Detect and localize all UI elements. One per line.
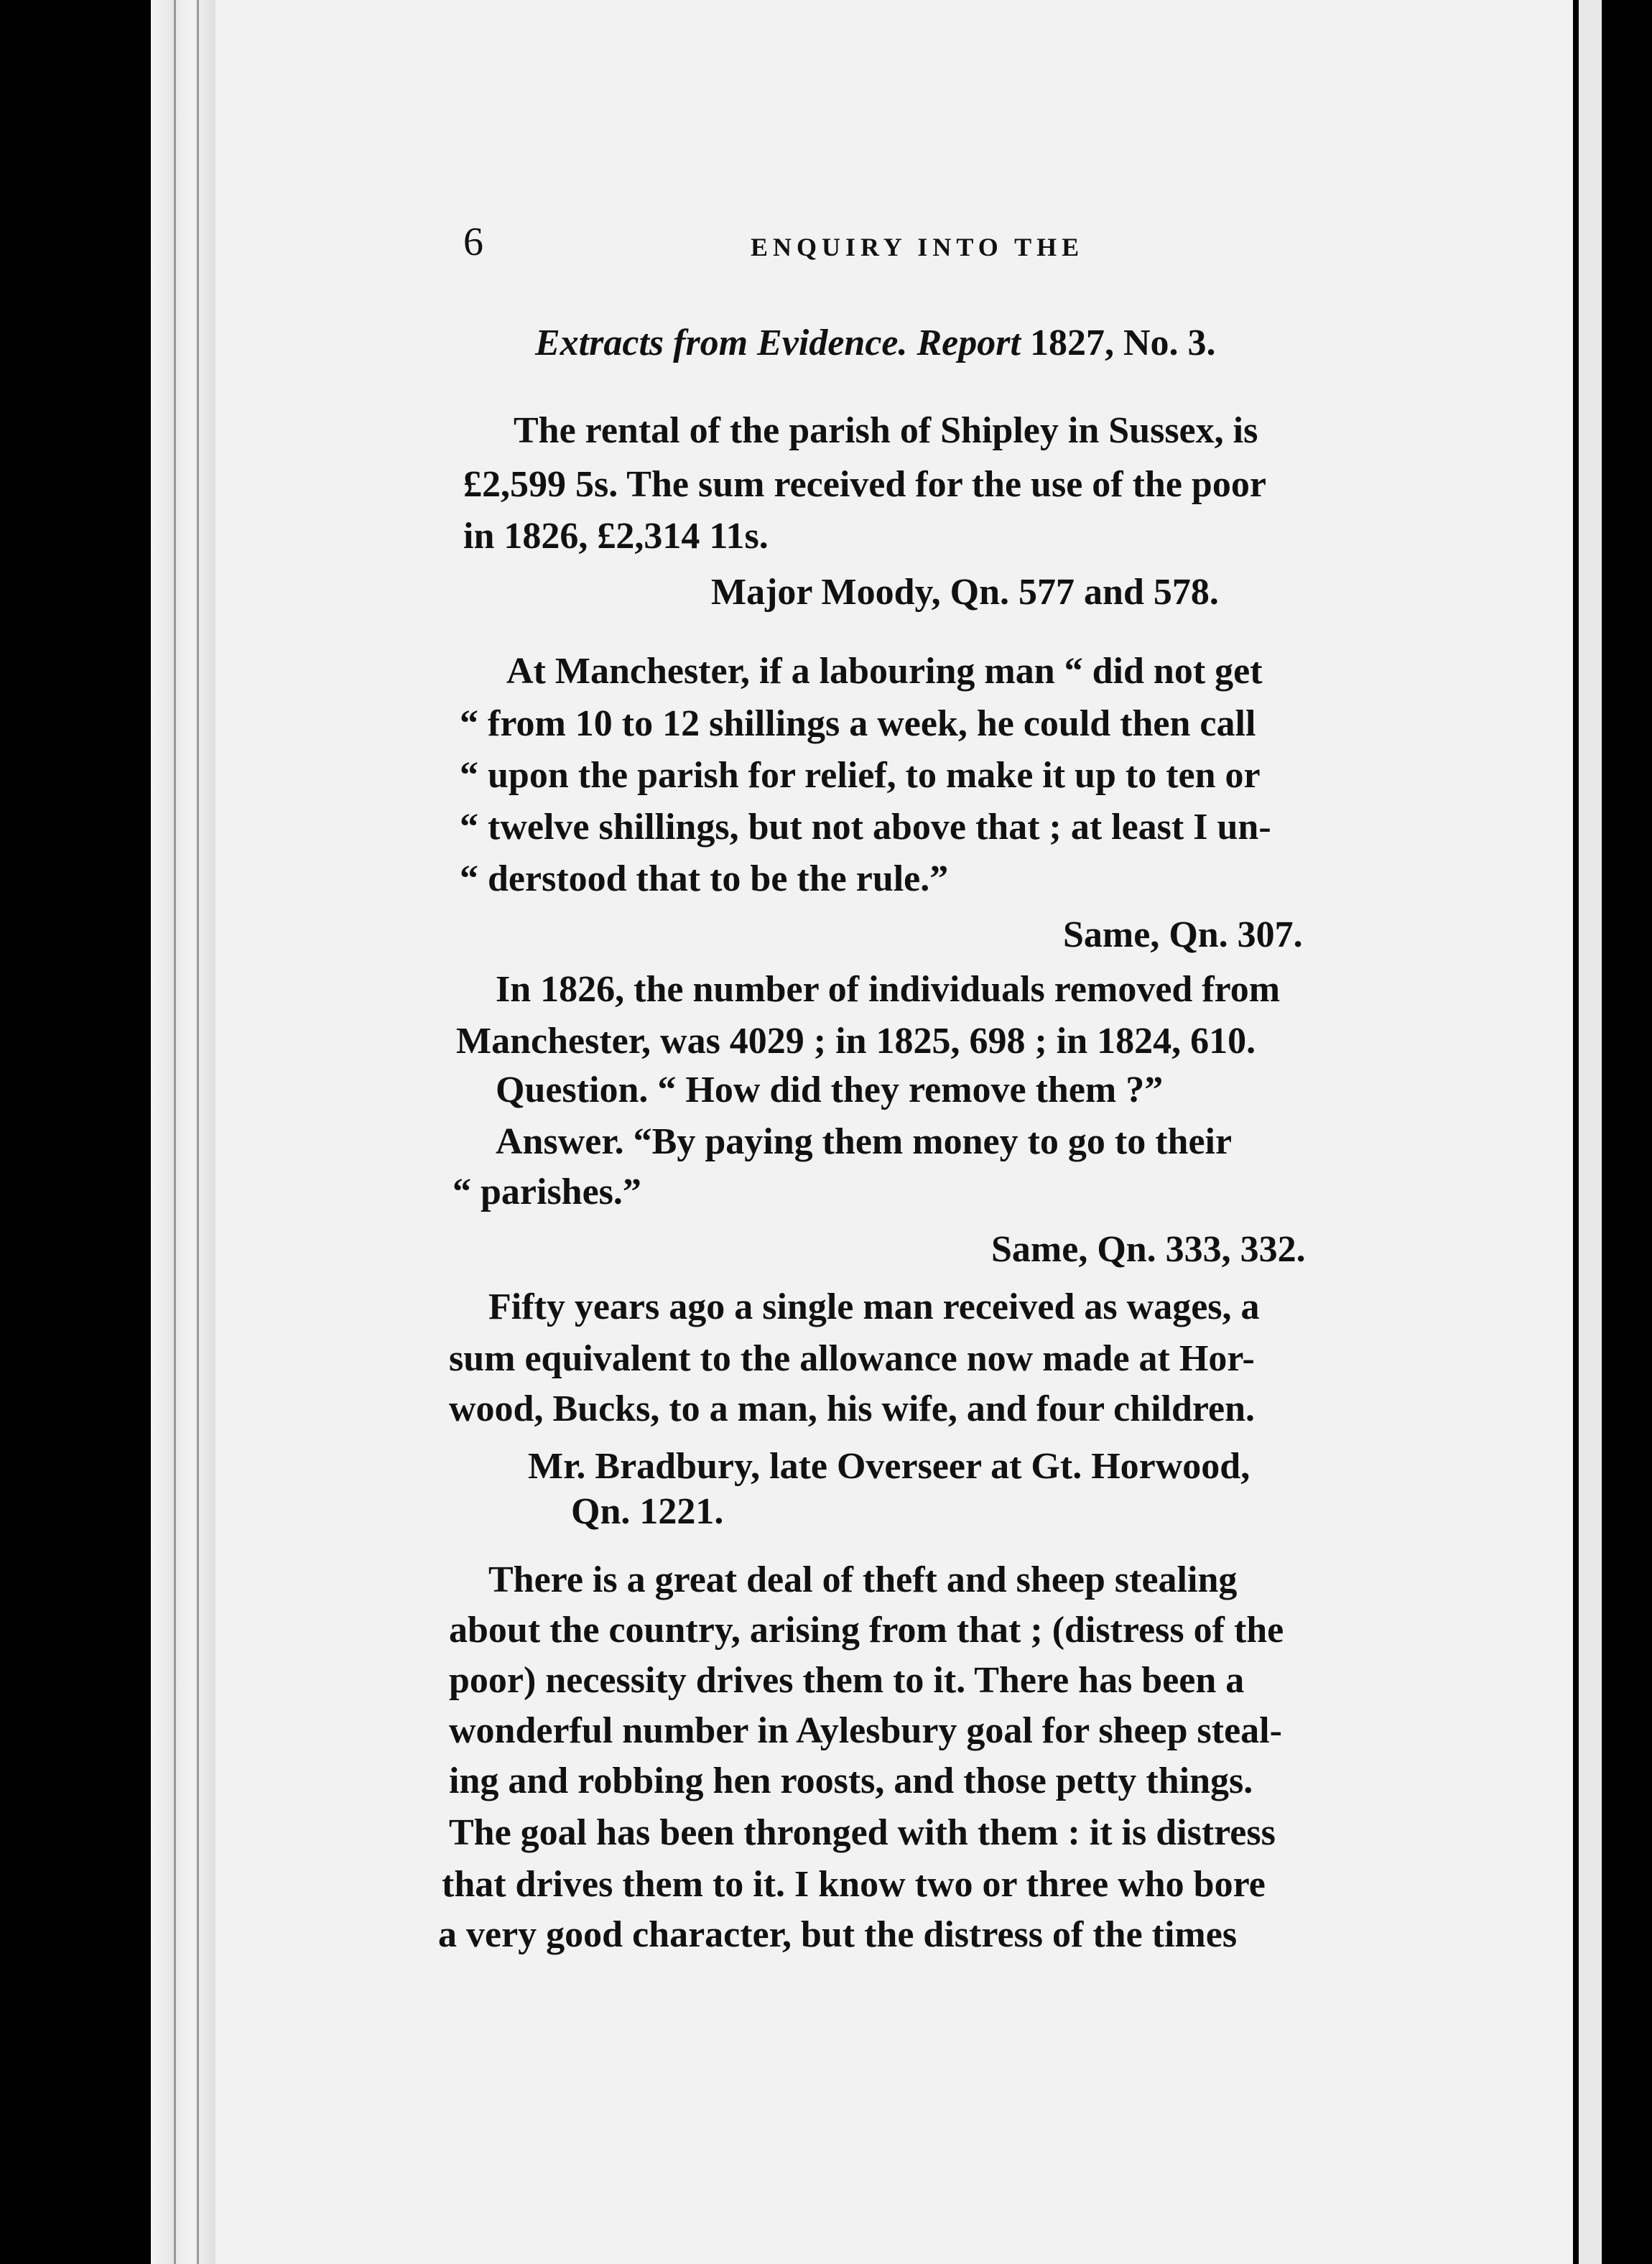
scan-border-right [1573, 0, 1652, 2264]
text-line: Answer. “By paying them money to go to their [496, 1121, 1233, 1162]
gutter-rule [197, 0, 199, 2264]
source-citation: Qn. 1221. [571, 1491, 724, 1532]
source-citation: Same, Qn. 333, 332. [991, 1229, 1306, 1270]
gutter-rule [174, 0, 176, 2264]
text-line: “ twelve shillings, but not above that ; at least I un- [460, 807, 1271, 848]
text-line: wonderful number in Aylesbury goal for sheep steal- [449, 1710, 1282, 1751]
running-head: ENQUIRY INTO THE [751, 233, 1085, 261]
page-gutter [151, 0, 223, 2264]
next-page-edge [1579, 0, 1602, 2264]
source-citation: Same, Qn. 307. [1063, 914, 1303, 955]
text-line: about the country, arising from that ; (distress of the [449, 1610, 1284, 1651]
text-line: At Manchester, if a labouring man “ did not get [506, 651, 1263, 692]
heading-italic: Extracts from Evidence. Report [535, 323, 1021, 363]
text-line: that drives them to it. I know two or three who bore [442, 1864, 1266, 1905]
text-line: “ parishes.” [453, 1172, 641, 1212]
text-line: The goal has been thronged with them : it is distress [449, 1812, 1276, 1853]
source-citation: Mr. Bradbury, late Overseer at Gt. Horwood, [528, 1446, 1250, 1487]
text-line: “ derstood that to be the rule.” [460, 858, 949, 899]
text-line: Fifty years ago a single man received as wages, a [488, 1286, 1260, 1327]
text-line: The rental of the parish of Shipley in Sussex, is [514, 410, 1258, 451]
source-citation: Major Moody, Qn. 577 and 578. [711, 572, 1219, 613]
text-line: There is a great deal of theft and sheep stealing [488, 1559, 1238, 1600]
heading-roman: 1827, No. 3. [1020, 323, 1216, 363]
text-line: sum equivalent to the allowance now made at Hor- [449, 1338, 1255, 1379]
text-line: poor) necessity drives them to it. There has been a [449, 1660, 1245, 1701]
page-number: 6 [463, 220, 483, 264]
text-line: ing and robbing hen roosts, and those petty things. [449, 1760, 1253, 1801]
text-line: a very good character, but the distress of the times [438, 1914, 1238, 1955]
text-line: “ upon the parish for relief, to make it up to ten or [460, 755, 1261, 796]
text-line: “ from 10 to 12 shillings a week, he could then call [460, 703, 1256, 744]
text-line: £2,599 5s. The sum received for the use of the poor [463, 464, 1266, 505]
text-line: Question. “ How did they remove them ?” [496, 1070, 1164, 1110]
text-line: in 1826, £2,314 11s. [463, 516, 769, 557]
scan-border-left [0, 0, 57, 2264]
text-line: In 1826, the number of individuals removed from [496, 969, 1281, 1010]
text-line: Manchester, was 4029 ; in 1825, 698 ; in 1824, 610. [456, 1021, 1256, 1062]
section-heading [535, 322, 1216, 365]
page-header [463, 219, 1397, 277]
text-line: wood, Bucks, to a man, his wife, and four children. [449, 1388, 1256, 1429]
